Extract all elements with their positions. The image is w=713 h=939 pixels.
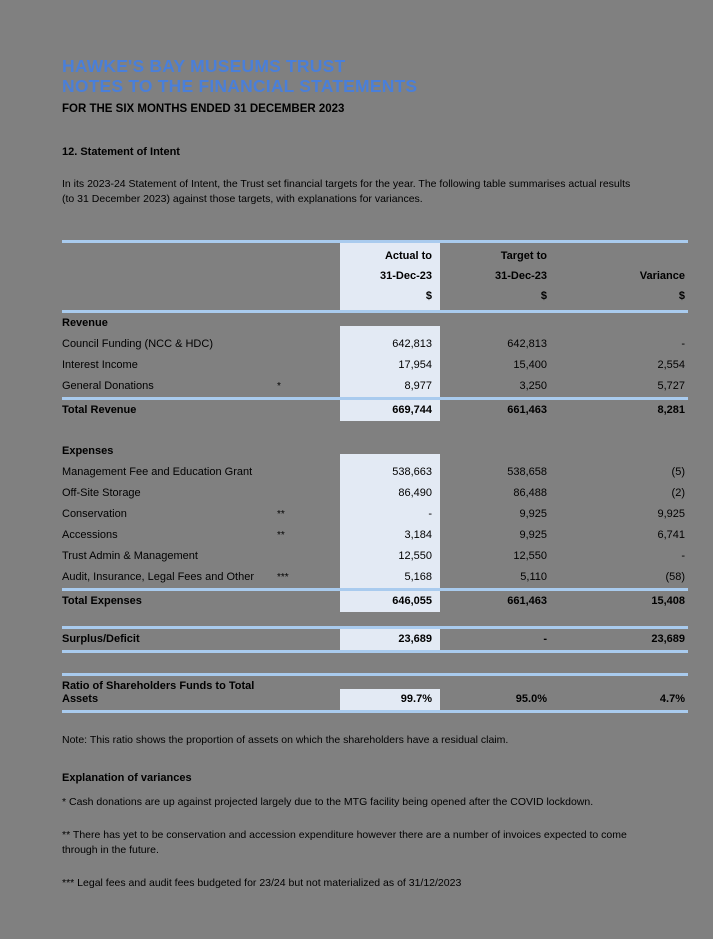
cell-actual: - — [340, 504, 440, 525]
cell-target: 12,550 — [513, 550, 547, 562]
cell-label: Revenue — [62, 317, 108, 329]
spacer-row — [62, 653, 688, 673]
cell-marker — [275, 642, 340, 650]
cell-target: 642,813 — [507, 338, 547, 350]
section-heading: 12. Statement of Intent — [62, 146, 180, 158]
cell-marker — [275, 559, 340, 567]
cell-target: 661,463 — [507, 595, 547, 607]
cell-label: Total Expenses — [62, 595, 142, 607]
cell-variance: 4.7% — [659, 693, 685, 705]
column-header-target-unit: $ — [540, 290, 547, 302]
header-spacer — [62, 296, 275, 310]
cell-target: 9,925 — [519, 508, 547, 520]
document-subtitle: FOR THE SIX MONTHS ENDED 31 DECEMBER 2023 — [62, 103, 345, 115]
cell-marker — [275, 604, 340, 612]
column-header-actual — [340, 243, 440, 310]
cell-actual: 8,977 — [340, 376, 440, 397]
cell-target: - — [543, 633, 547, 645]
spacer-row — [62, 612, 688, 626]
cell-variance: 8,281 — [657, 404, 685, 416]
column-header-target-line1: Target to — [500, 250, 547, 262]
cell-target: 86,488 — [513, 487, 547, 499]
table-row — [62, 525, 688, 546]
cell-target: 95.0% — [515, 693, 547, 705]
cell-target: 5,110 — [520, 571, 547, 583]
cell-target: 3,250 — [519, 380, 547, 392]
cell-marker: *** — [277, 572, 289, 583]
table-row — [62, 334, 688, 355]
cell-target — [440, 454, 560, 462]
cell-variance: (2) — [671, 487, 685, 499]
column-header-variance-line2: Variance — [639, 270, 685, 282]
column-header-actual-line2: 31-Dec-23 — [380, 270, 432, 282]
notes-section — [62, 733, 688, 891]
column-header-variance-unit: $ — [678, 290, 685, 302]
column-header-actual-line1: Actual to — [384, 250, 432, 262]
total-row — [62, 588, 688, 612]
cell-variance: 23,689 — [651, 633, 685, 645]
cell-label: Accessions — [62, 529, 118, 541]
cell-marker — [275, 413, 340, 421]
cell-variance: 5,727 — [657, 380, 685, 392]
total-row — [62, 626, 688, 653]
cell-actual: 12,550 — [340, 546, 440, 567]
cell-actual: 17,954 — [340, 355, 440, 376]
document-title-line1: HAWKE'S BAY MUSEUMS TRUST — [62, 56, 346, 76]
cell-label: Management Fee and Education Grant — [62, 466, 253, 478]
total-row — [62, 673, 688, 713]
table-header-row — [62, 240, 688, 313]
footnote-1: * Cash donations are up against projected largely due to the MTG facility being opened after the COVID lockdown. — [62, 796, 594, 808]
ratio-note: Note: This ratio shows the proportion of assets on which the shareholders have a residual claim. — [62, 734, 509, 746]
cell-marker — [275, 454, 340, 462]
cell-actual: 646,055 — [340, 591, 440, 612]
table-row — [62, 567, 688, 588]
cell-label: Expenses — [62, 445, 114, 457]
cell-variance — [560, 454, 688, 462]
cell-marker — [275, 702, 340, 710]
cell-marker: * — [277, 381, 281, 392]
cell-actual: 86,490 — [340, 483, 440, 504]
cell-label: Off-Site Storage — [62, 487, 141, 499]
spacer-row — [62, 421, 688, 441]
cell-variance: - — [681, 338, 685, 350]
cell-actual — [340, 454, 440, 462]
cell-marker — [275, 496, 340, 504]
table-row — [62, 483, 688, 504]
column-header-target — [440, 243, 560, 310]
cell-label: Conservation — [62, 508, 127, 520]
cell-label: Ratio of Shareholders Funds to Total Assets — [62, 680, 255, 705]
cell-actual: 23,689 — [340, 629, 440, 650]
statement-of-intent-table — [62, 240, 688, 713]
footnote-3: *** Legal fees and audit fees budgeted for 23/24 but not materialized as of 31/12/2023 — [62, 877, 462, 889]
cell-variance: (58) — [665, 571, 685, 583]
cell-variance: 15,408 — [651, 595, 685, 607]
page — [62, 0, 688, 891]
cell-marker — [275, 326, 340, 334]
cell-actual: 3,184 — [340, 525, 440, 546]
cell-marker — [275, 475, 340, 483]
cell-label: Surplus/Deficit — [62, 633, 140, 645]
cell-label: Audit, Insurance, Legal Fees and Other — [62, 571, 255, 583]
cell-target: 9,925 — [519, 529, 547, 541]
cell-variance: 6,741 — [657, 529, 685, 541]
cell-target: 538,658 — [507, 466, 547, 478]
column-header-variance — [560, 243, 688, 310]
document-title — [62, 0, 688, 96]
cell-variance: - — [681, 550, 685, 562]
cell-variance — [560, 326, 688, 334]
column-header-target-line2: 31-Dec-23 — [495, 270, 547, 282]
table-row — [62, 376, 688, 397]
table-row — [62, 504, 688, 525]
table-body — [62, 313, 688, 713]
cell-target — [440, 326, 560, 334]
table-row — [62, 355, 688, 376]
cell-actual: 669,744 — [340, 400, 440, 421]
footnote-2: ** There has yet to be conservation and accession expenditure however there are a number of invoices expected to come through in the future. — [62, 829, 627, 856]
cell-actual: 5,168 — [340, 567, 440, 588]
cell-target: 661,463 — [507, 404, 547, 416]
cell-label: General Donations — [62, 380, 154, 392]
cell-label: Interest Income — [62, 359, 138, 371]
cell-variance: 2,554 — [657, 359, 685, 371]
cell-target: 15,400 — [513, 359, 547, 371]
cell-marker — [275, 347, 340, 355]
cell-actual: 642,813 — [340, 334, 440, 355]
table-row — [62, 546, 688, 567]
total-row — [62, 397, 688, 421]
explanation-heading: Explanation of variances — [62, 772, 192, 784]
table-row — [62, 462, 688, 483]
cell-actual: 99.7% — [340, 689, 440, 710]
section-row — [62, 313, 688, 334]
cell-label: Total Revenue — [62, 404, 137, 416]
cell-label: Council Funding (NCC & HDC) — [62, 338, 213, 350]
cell-marker: ** — [277, 530, 285, 541]
cell-variance: 9,925 — [657, 508, 685, 520]
cell-variance: (5) — [671, 466, 685, 478]
cell-actual: 538,663 — [340, 462, 440, 483]
section-row — [62, 441, 688, 462]
header-spacer — [275, 296, 340, 310]
cell-actual — [340, 326, 440, 334]
column-header-actual-unit: $ — [425, 290, 432, 302]
cell-marker — [275, 368, 340, 376]
document-title-line2: NOTES TO THE FINANCIAL STATEMENTS — [62, 76, 418, 96]
intro-paragraph: In its 2023-24 Statement of Intent, the Trust set financial targets for the year. The following table summarises actual results (to 31 December 2023) against those targets, with explanations for variances. — [62, 178, 631, 205]
cell-label: Trust Admin & Management — [62, 550, 198, 562]
cell-marker: ** — [277, 509, 285, 520]
